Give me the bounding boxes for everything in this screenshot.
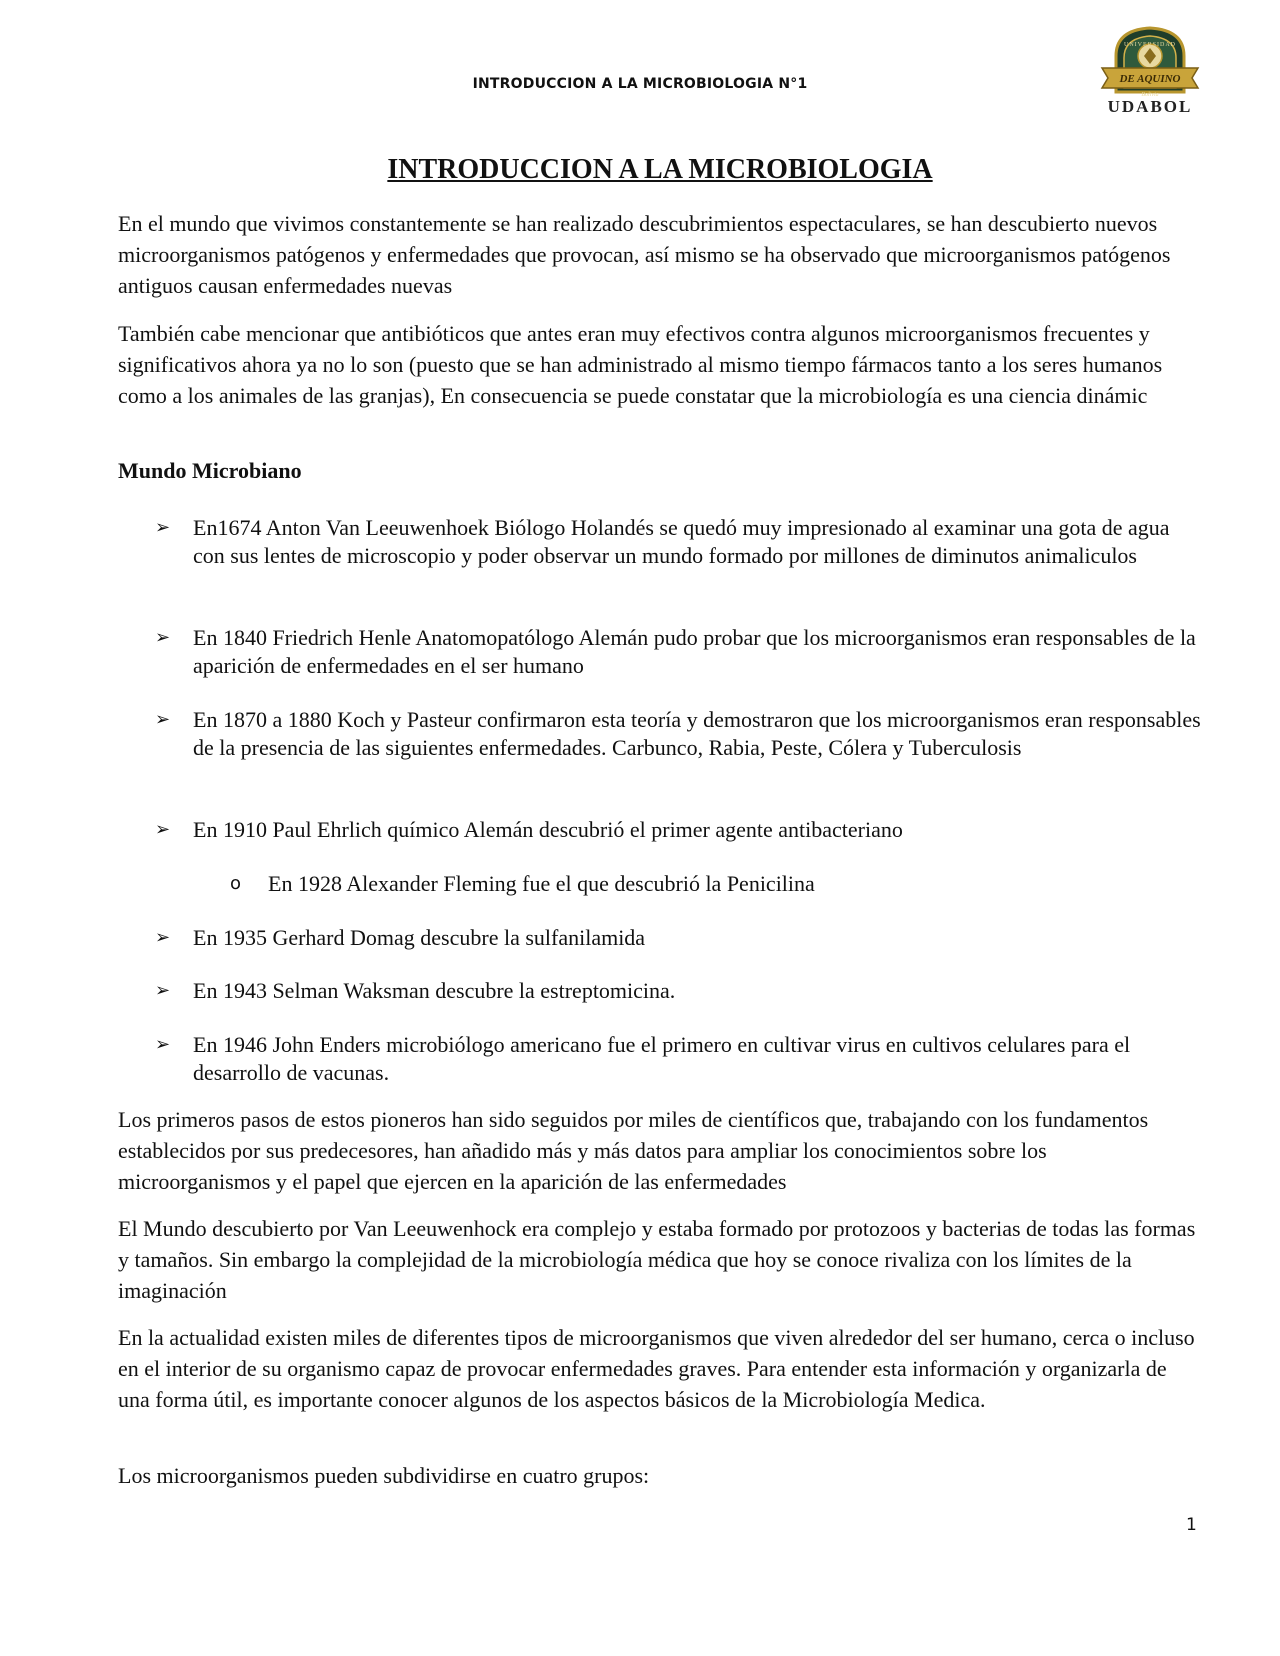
arrow-bullet-icon: ➢ bbox=[155, 927, 171, 948]
list-item-text: En1674 Anton Van Leeuwenhoek Biólogo Holandés se quedó muy impresionado al examinar una gota de agua con sus lentes de microscopio y poder observar un mundo formado por millones de diminutos animaliculos bbox=[193, 515, 1170, 568]
section-heading: Mundo Microbiano bbox=[118, 458, 302, 483]
body-paragraph-2: El Mundo descubierto por Van Leeuwenhock era complejo y estaba formado por protozoos y bacterias de todas las formas y tamaños. Sin embargo la complejidad de la microbiología médica que hoy se conoce rivaliza con los límites de la imaginación bbox=[118, 1216, 1196, 1303]
list-item-text: En 1943 Selman Waksman descubre la estreptomicina. bbox=[193, 978, 676, 1003]
page-number: 1 bbox=[1186, 1515, 1197, 1535]
intro-paragraph-1: En el mundo que vivimos constantemente se han realizado descubrimientos espectaculares, se han descubierto nuevos microorganismos patógenos y enfermedades que provocan, así mismo se ha observado que microorganismos patógenos antiguos causan enfermedades nuevas bbox=[118, 211, 1171, 298]
list-item-text: En 1840 Friedrich Henle Anatomopatólogo Alemán pudo probar que los microorganismos eran responsables de la aparición de enfermedades en el ser humano bbox=[193, 625, 1196, 678]
arrow-bullet-icon: ➢ bbox=[155, 709, 171, 730]
svg-text:Bolivia: Bolivia bbox=[1141, 92, 1159, 98]
arrow-bullet-icon: ➢ bbox=[155, 1034, 171, 1055]
body-paragraph-3: En la actualidad existen miles de diferentes tipos de microorganismos que viven alrededor del ser humano, cerca o incluso en el interior de su organismo capaz de provocar enfermedades graves. Para entender esta información y organizarla de una forma útil, es importante conocer algunos de los aspectos básicos de la Microbiología Medica. bbox=[118, 1325, 1195, 1412]
logo-caption: UDABOL bbox=[1107, 97, 1193, 116]
arrow-bullet-icon: ➢ bbox=[155, 517, 171, 538]
document-title: INTRODUCCION A LA MICROBIOLOGIA bbox=[387, 154, 933, 185]
list-item-text: En 1935 Gerhard Domag descubre la sulfanilamida bbox=[193, 925, 646, 950]
running-header: INTRODUCCION A LA MICROBIOLOGIA N°1 bbox=[472, 76, 808, 92]
circle-bullet-icon: o bbox=[230, 873, 242, 894]
arrow-bullet-icon: ➢ bbox=[155, 819, 171, 840]
arrow-bullet-icon: ➢ bbox=[155, 980, 171, 1001]
list-item-text: En 1870 a 1880 Koch y Pasteur confirmaron esta teoría y demostraron que los microorganismos eran responsables de la presencia de las siguientes enfermedades. Carbunco, Rabia, Peste, Cólera y Tuberculosis bbox=[193, 707, 1201, 760]
body-paragraph-1: Los primeros pasos de estos pioneros han sido seguidos por miles de científicos que, trabajando con los fundamentos establecidos por sus predecesores, han añadido más y más datos para ampliar los conocimientos sobre los microorganismos y el papel que ejercen en la aparición de las enfermedades bbox=[118, 1107, 1149, 1194]
svg-text:UNIVERSIDAD: UNIVERSIDAD bbox=[1124, 42, 1176, 48]
svg-text:DE AQUINO: DE AQUINO bbox=[1119, 73, 1181, 85]
arrow-bullet-icon: ➢ bbox=[155, 627, 171, 648]
list-item-text: En 1910 Paul Ehrlich químico Alemán descubrió el primer agente antibacteriano bbox=[193, 817, 903, 842]
list-item-text: En 1946 John Enders microbiólogo americano fue el primero en cultivar virus en cultivos celulares para el desarrollo de vacunas. bbox=[193, 1032, 1131, 1085]
body-paragraph-4: Los microorganismos pueden subdividirse en cuatro grupos: bbox=[118, 1463, 650, 1488]
intro-paragraph-2: También cabe mencionar que antibióticos que antes eran muy efectivos contra algunos microorganismos frecuentes y significativos ahora ya no lo son (puesto que se han administrado al mismo tiempo fármacos tanto a los seres humanos como a los animales de las granjas), En consecuencia se puede constatar que la microbiología es una ciencia dinámic bbox=[118, 321, 1163, 408]
sub-list-item-text: En 1928 Alexander Fleming fue el que descubrió la Penicilina bbox=[268, 871, 815, 896]
